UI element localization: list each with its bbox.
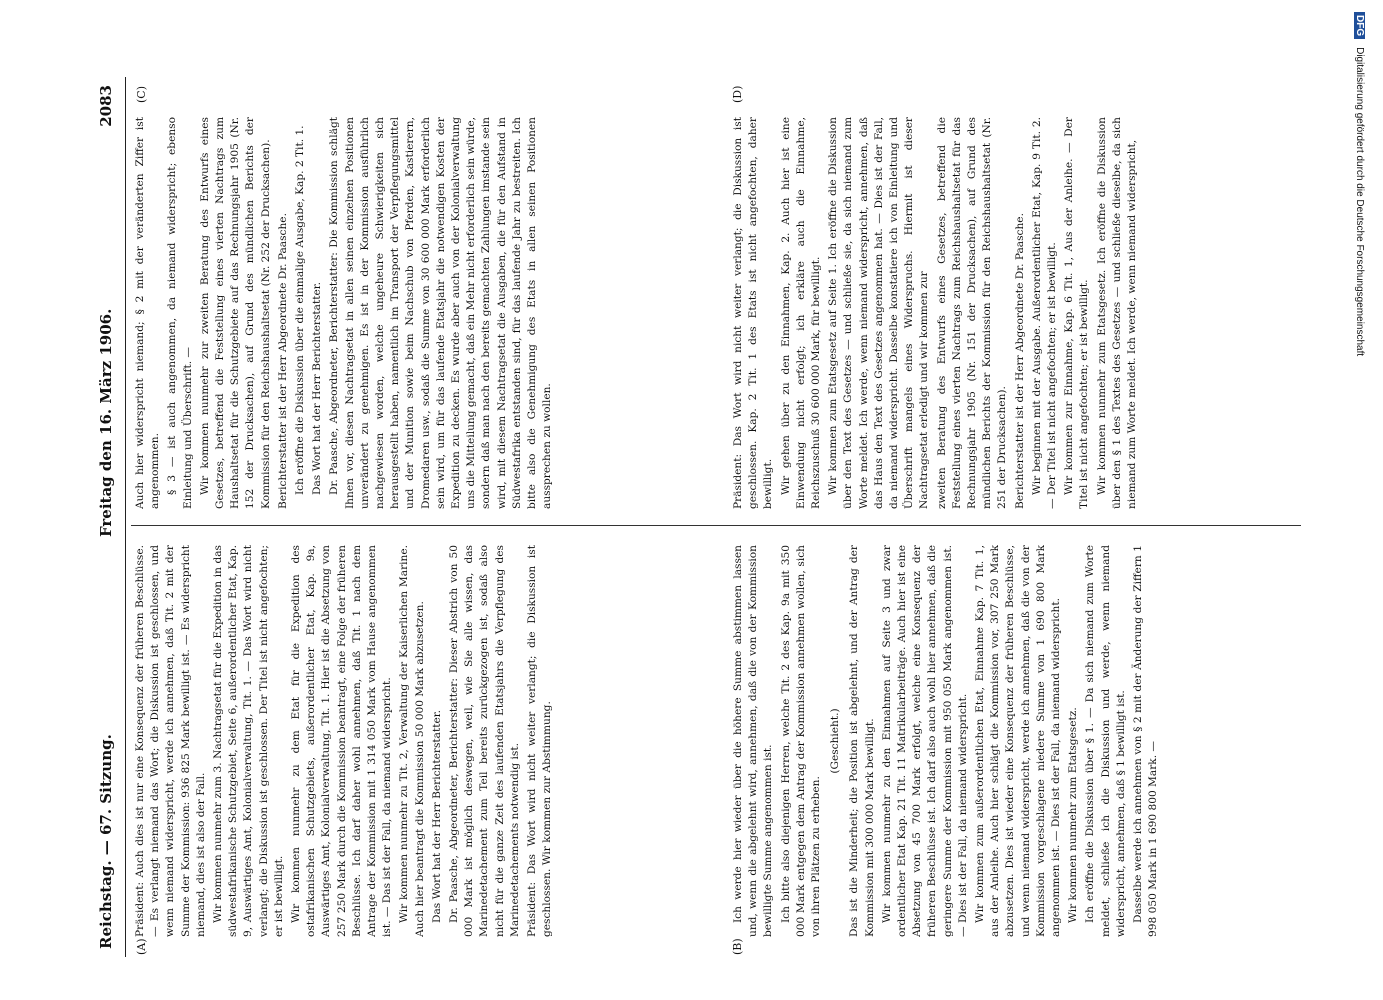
page-header — [91, 77, 126, 957]
paragraph: Wir kommen zum Etatsgesetz auf Seite 1. Ich eröffne die Diskussion über den Text des Gesetzes — und schließe sie, da sich niemand zum Worte meldet. Ich werde, wenn niemand widerspricht, annehmen, daß das Haus den Text des Gesetzes angenommen hat. — Dies ist der Fall, da niemand widerspricht. Dasselbe konstatiere ich von Einleitung und Überschrift mangels eines Widerspruchs. Hiermit ist dieser Nachtragsetat erledigt und wir kommen zur — [827, 117, 931, 509]
paragraph: Wir kommen nunmehr zur zweiten Beratung des Entwurfs eines Gesetzes, betreffend die Feststellung eines vierten Nachtrags zum Haushaltsetat für die Schutzgebiete auf das Rechnungsjahr 1905 (Nr. 152 der Drucksachen), auf Grund des mündlichen Berichts der Kommission für den Reichshaushaltsetat (Nr. 252 der Drucksachen). — [198, 117, 272, 509]
paragraph: Wir kommen nunmehr zum Etatsgesetz. — [1067, 707, 1080, 923]
paragraph: Wir kommen nunmehr zum Etatsgesetz. Ich eröffne die Diskussion über den § 1 des Textes des Gesetzes — und schließe dieselbe, da sich niemand zum Worte meldet. Ich werde, wenn niemand widerspricht, — [1095, 117, 1139, 509]
margin-marker-c: (C) — [135, 86, 148, 103]
paragraph: § 3 — ist auch angenommen, da niemand widerspricht; ebenso Einleitung und Überschrift. — — [166, 117, 194, 509]
paragraph: Dr. Paasche, Abgeordneter, Berichterstatter: Dieser Abstrich von 50 000 Mark ist möglich deswegen, weil, wie Sie alle wissen, das Marinedetachement zum Teil bereits zurückgezogen ist, sodaß also nicht für die ganze Zeit des laufenden Etatsjahrs die Verpflegung des Marinedetachements notwendig ist. — [448, 545, 521, 937]
page-number: 2083 — [97, 85, 115, 127]
paragraph: Wir kommen nunmehr zu den Einnahmen auf Seite 3 und zwar ordentlicher Etat Kap. 21 Tit. 11 Matrikularbeiträge. Auch hier ist eine Absetzung von 45 700 Mark erfolgt, welche eine Konsequenz der früheren Beschlüsse ist. Ich darf also auch wohl hier annehmen, daß die geringere Summe der Kommission mit 950 050 Mark angenommen ist. — Dies ist der Fall, da niemand widerspricht. — [880, 545, 969, 937]
right-column-top — [133, 117, 723, 509]
paragraph: Das ist die Minderheit; die Position ist abgelehnt, und der Antrag der Kommission mit 300 000 Mark bewilligt. — [848, 545, 876, 937]
paragraph: (Geschieht.) — [829, 708, 842, 774]
paragraph: Ich eröffne die Diskussion über § 1. — Da sich niemand zum Worte meldet, schließe ich die Diskussion und werde, wenn niemand widerspricht, annehmen, daß § 1 bewilligt ist. — [1084, 545, 1127, 937]
paragraph: Präsident: Das Wort wird nicht weiter verlangt; die Diskussion ist geschlossen. Wir kommen zur Abstimmung. — [526, 545, 554, 937]
paragraph: Ich bitte also diejenigen Herren, welche Tit. 2 des Kap. 9a mit 350 000 Mark entgegen dem Antrag der Kommission annehmen wollen, sich von ihren Plätzen zu erheben. — [779, 545, 823, 937]
paragraph: Berichterstatter ist der Herr Abgeordnete Dr. Paasche. — [276, 213, 289, 509]
funding-note — [1354, 12, 1365, 356]
right-column-bottom — [731, 117, 1301, 509]
paragraph: Ich werde hier wieder über die höhere Summe abstimmen lassen und, wenn die abgelehnt wird, annehmen, daß die von der Kommission bewilligte Summe angenommen ist. — [732, 545, 775, 937]
header-date: Freitag den 16. März 1906. — [97, 308, 115, 537]
left-column-bottom — [731, 545, 1301, 937]
rotated-page — [91, 77, 1331, 957]
column-divider — [131, 525, 1301, 526]
paragraph: Berichterstatter ist der Herr Abgeordnete Dr. Paasche. — [1013, 213, 1026, 509]
paragraph: Wir kommen nunmehr zu dem Etat für die Expedition des ostafrikanischen Schutzgebiets, außerordentlicher Etat, Kap. 9a, Auswärtiges Amt, Kolonialverwaltung, Tit. 1. Hier ist die Absetzung von 257 250 Mark durch die Kommission beantragt, eine Folge der früheren Beschlüsse. Ich darf daher wohl annehmen, daß Tit. 1 nach dem Antrage der Kommission mit 1 314 050 Mark vom Hause angenommen ist. — Das ist der Fall, da niemand widerspricht. — [290, 545, 394, 937]
left-column-top — [133, 545, 723, 937]
paragraph: Wir beginnen mit der Ausgabe. Außerordentlicher Etat, Kap. 9 Tit. 2. — Der Titel ist nicht angefochten; er ist bewilligt. — [1030, 117, 1059, 509]
paragraph: Dasselbe werde ich annehmen von § 2 mit der Änderung der Ziffern 1 998 050 Mark in 1 690 800 Mark. — — [1132, 545, 1160, 937]
paragraph: zweiten Beratung des Entwurfs eines Gesetzes, betreffend die Feststellung eines vierten Nachtrags zum Reichshaushaltsetat für das Rechnungsjahr 1905 (Nr. 151 der Drucksachen), auf Grund des mündlichen Berichts der Kommission für den Reichshaushaltsetat (Nr. 251 der Drucksachen). — [935, 117, 1009, 509]
margin-marker-a: (A) — [135, 938, 148, 955]
paragraph: Wir kommen nunmehr zu Tit. 2, Verwaltung der Kaiserlichen Marine. Auch hier beantragt die Kommission 50 000 Mark abzusetzen. — [398, 545, 426, 937]
paragraph: Dr. Paasche, Abgeordneter, Berichterstatter: Die Kommission schlägt Ihnen vor, diesen Nachtragsetat in allen seinen einzelnen Positionen unverändert zu genehmigen. Es ist in der Kommission ausführlich nachgewiesen worden, welche ungeheure Schwierigkeiten sich herausgestellt haben, namentlich im Transport der Verpflegungsmittel und der Munition sowie beim Nachschub von Pferden, Kastierern, Dromedaren usw., sodaß die Summe von 30 600 000 Mark erforderlich sein wird, um für das laufende Etatsjahr die notwendigen Kosten der Expedition zu decken. Es wurde aber auch von der Kolonialverwaltung uns die Mitteilung gemacht, daß ein Mehr nicht erforderlich sein würde, sondern daß man nach den bereits gemachten Zahlungen imstande sein wird, mit diesem Nachtragsetat die Ausgaben, die für den Aufstand in Südwestafrika entstanden sind, für das laufende Jahr zu bestreiten. Ich bitte also die Genehmigung des Etats in allen seinen Positionen aussprechen zu wollen. — [328, 117, 554, 509]
funding-text: Digitalisierung gefördert durch die Deutsche Forschungsgemeinschaft — [1354, 47, 1365, 357]
header-left: Reichstag. — 67. Sitzung. — [97, 734, 115, 949]
dfg-logo: DFG — [1354, 12, 1365, 39]
paragraph: Das Wort hat der Herr Berichterstatter. — [311, 281, 324, 495]
paragraph: Wir kommen nunmehr zum 3. Nachtragsetat für die Expedition in das südwestafrikanische Schutzgebiet, Seite 6, außerordentlicher Etat, Kap. 9, Auswärtiges Amt, Kolonialverwaltung, Tit. 1. — Das Wort wird nicht verlangt; die Diskussion ist geschlossen. Der Titel ist nicht angefochten; er ist bewilligt. — [212, 545, 285, 937]
margin-marker-d: (D) — [731, 85, 744, 103]
paragraph: Auch hier widerspricht niemand; § 2 mit der veränderten Ziffer ist angenommen. — [134, 117, 162, 509]
paragraph: Präsident: Auch dies ist nur eine Konsequenz der früheren Beschlüsse. — Es verlangt niemand das Wort; die Diskussion ist geschlossen, und wenn niemand widerspricht, werde ich annehmen, daß Tit. 2 mit der Summe der Kommission: 936 825 Mark bewilligt ist. — Es widerspricht niemand, dies ist also der Fall. — [134, 545, 207, 937]
paragraph: Wir kommen zum außerordentlichen Etat, Einnahme Kap. 7 Tit. 1, aus der Anleihe. Auch hier schlägt die Kommission vor, 307 250 Mark abzusetzen. Dies ist wieder eine Konsequenz der früheren Beschlüsse, und wenn niemand widerspricht, werde ich annehmen, daß die von der Kommission vorgeschlagene niedere Summe von 1 690 800 Mark angenommen ist. — Dies ist der Fall, da niemand widerspricht. — [974, 545, 1063, 937]
paragraph: Wir gehen über zu den Einnahmen, Kap. 2. Auch hier ist eine Einwendung nicht erfolgt; ich erkläre auch die Einnahme, Reichszuschuß 30 600 000 Mark, für bewilligt. — [779, 117, 823, 509]
paragraph: Ich eröffne die Diskussion über die einmalige Ausgabe, Kap. 2 Tit. 1. — [294, 125, 307, 495]
paragraph: Wir kommen zur Einnahme, Kap. 6 Tit. 1, Aus der Anleihe. — Der Titel ist nicht angefochten; er ist bewilligt. — [1063, 117, 1091, 509]
margin-marker-b: (B) — [731, 938, 744, 955]
paragraph: Das Wort hat der Herr Berichterstatter. — [430, 709, 443, 923]
paragraph: Präsident: Das Wort wird nicht weiter verlangt; die Diskussion ist geschlossen. Kap. 2 Tit. 1 des Etats ist nicht angefochten, daher bewilligt. — [732, 117, 775, 509]
